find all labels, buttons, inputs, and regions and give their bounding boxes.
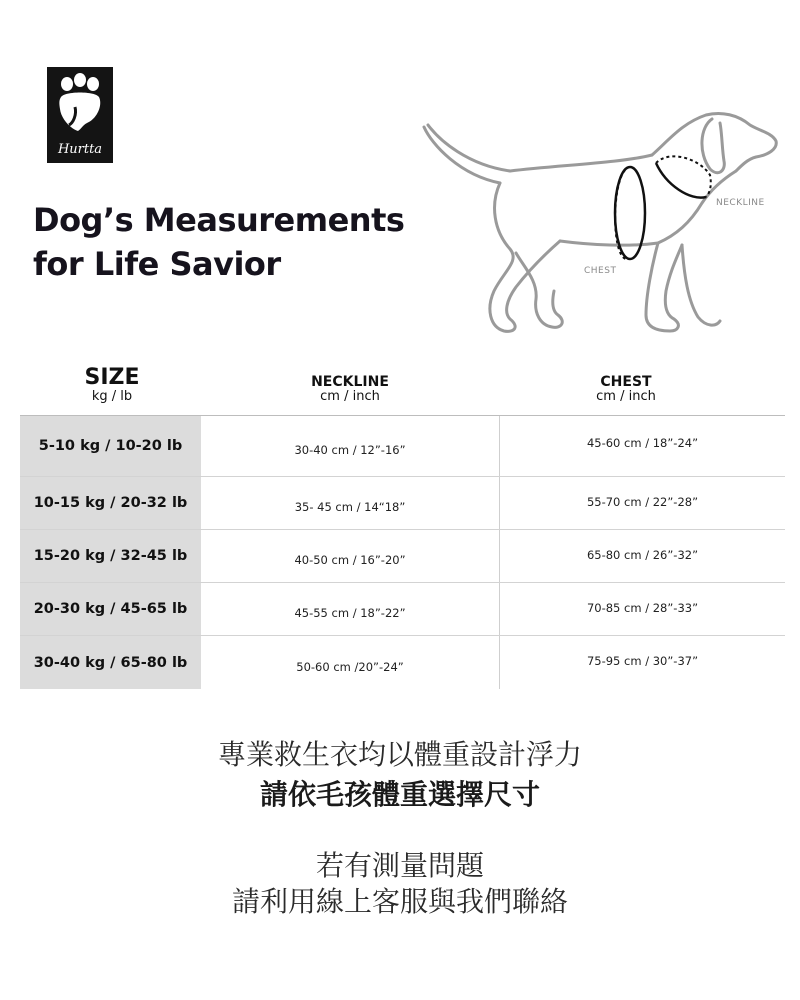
neckline-cell: 50-60 cm /20”-24” xyxy=(296,659,404,674)
neckline-cell: 30-40 cm / 12”-16” xyxy=(294,443,406,457)
chest-cell: 45-60 cm / 18”-24” xyxy=(499,416,785,476)
size-cell: 10-15 kg / 20-32 lb xyxy=(20,477,201,529)
size-header-title: SIZE xyxy=(84,365,140,390)
neckline-cell: 40-50 cm / 16”-20” xyxy=(294,553,406,567)
chest-header xyxy=(566,374,686,404)
size-header-unit: kg / lb xyxy=(91,389,133,404)
neck-ring-front xyxy=(656,163,706,198)
size-table xyxy=(20,416,785,689)
chest-header-unit: cm / inch xyxy=(596,389,656,404)
chest-cell: 70-85 cm / 28”-33” xyxy=(499,583,785,635)
size-cell: 20-30 kg / 45-65 lb xyxy=(20,583,201,635)
table-row xyxy=(20,583,785,636)
neckline-header xyxy=(290,374,410,404)
neckline-header-unit: cm / inch xyxy=(320,389,380,404)
chest-header-title: CHEST xyxy=(600,374,652,390)
neckline-cell: 45-55 cm / 18”-22” xyxy=(294,606,406,620)
size-cell: 15-20 kg / 32-45 lb xyxy=(20,530,201,582)
note-buoyancy: 專業救生衣均以體重設計浮力 xyxy=(217,738,582,771)
neckline-header-title: NECKLINE xyxy=(311,374,389,390)
page-title xyxy=(33,198,403,286)
table-row xyxy=(20,477,785,530)
table-row xyxy=(20,530,785,583)
note-contact-service: 請利用線上客服與我們聯絡 xyxy=(231,885,568,918)
note-choose-size: 請依毛孩體重選擇尺寸 xyxy=(259,778,540,811)
title-line-2: for Life Savior xyxy=(33,245,281,283)
chest-cell: 55-70 cm / 22”-28” xyxy=(499,477,785,529)
logo-wordmark: Hurtta xyxy=(57,142,103,157)
chest-cell: 65-80 cm / 26”-32” xyxy=(499,530,785,582)
size-cell: 5-10 kg / 10-20 lb xyxy=(20,416,201,476)
note-measure-question: 若有測量問題 xyxy=(315,849,484,882)
hurtta-logo xyxy=(47,67,113,163)
size-cell: 30-40 kg / 65-80 lb xyxy=(20,636,201,689)
table-row xyxy=(20,416,785,477)
size-header xyxy=(75,366,149,404)
neckline-label: NECKLINE xyxy=(716,198,765,208)
table-row xyxy=(20,636,785,689)
dog-outline xyxy=(424,113,776,331)
title-line-1: Dog’s Measurements xyxy=(33,201,405,239)
dog-measurement-illustration xyxy=(420,105,790,345)
neckline-cell: 35- 45 cm / 14“18” xyxy=(294,500,406,514)
chest-label: CHEST xyxy=(584,266,617,276)
chest-cell: 75-95 cm / 30”-37” xyxy=(499,636,785,689)
